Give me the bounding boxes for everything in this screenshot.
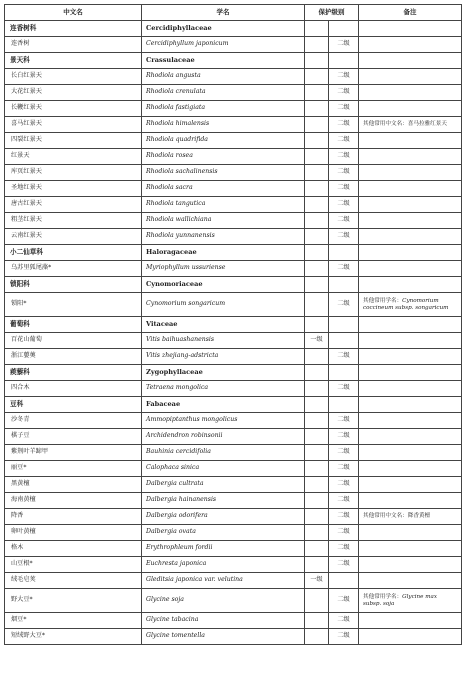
family-chinese-name: 景天科 <box>5 53 142 69</box>
remarks-cell <box>359 245 462 261</box>
species-chinese-name: 云南红景天 <box>5 229 142 245</box>
header-protection-level: 保护级别 <box>305 5 359 21</box>
protection-level-1 <box>305 245 329 261</box>
protection-level-1 <box>305 381 329 397</box>
family-row <box>5 21 462 37</box>
remarks-cell <box>359 85 462 101</box>
species-chinese-name: 长鞭红景天 <box>5 101 142 117</box>
species-row <box>5 181 462 197</box>
remarks-cell <box>359 213 462 229</box>
species-row <box>5 101 462 117</box>
protection-level-1 <box>305 149 329 165</box>
remarks-cell <box>359 293 462 317</box>
protection-level-1 <box>305 525 329 541</box>
species-row <box>5 589 462 613</box>
protection-level-1 <box>305 213 329 229</box>
protection-level-1 <box>305 181 329 197</box>
species-scientific-name: Erythrophleum fordii <box>142 541 305 557</box>
family-scientific-name: Fabaceae <box>142 397 305 413</box>
protection-level-1 <box>305 397 329 413</box>
species-scientific-name: Rhodiola rosea <box>142 149 305 165</box>
species-row <box>5 525 462 541</box>
species-row <box>5 229 462 245</box>
remarks-cell <box>359 381 462 397</box>
protection-level-2: 二级 <box>329 133 359 149</box>
header-scientific-name: 学名 <box>142 5 305 21</box>
species-row <box>5 461 462 477</box>
remarks-cell <box>359 613 462 629</box>
species-chinese-name: 棋子豆 <box>5 429 142 445</box>
family-row <box>5 365 462 381</box>
remarks-cell <box>359 557 462 573</box>
protection-level-1 <box>305 101 329 117</box>
protection-level-1 <box>305 541 329 557</box>
family-chinese-name: 蒺藜科 <box>5 365 142 381</box>
species-scientific-name: Rhodiola sachalinensis <box>142 165 305 181</box>
protection-level-1 <box>305 461 329 477</box>
species-chinese-name: 锁阳* <box>5 293 142 317</box>
species-row <box>5 573 462 589</box>
remarks-cell <box>359 101 462 117</box>
protection-level-2: 二级 <box>329 37 359 53</box>
species-scientific-name: Vitis zhejiang-adstricta <box>142 349 305 365</box>
species-row <box>5 333 462 349</box>
species-row <box>5 165 462 181</box>
protection-level-2 <box>329 365 359 381</box>
protection-level-1 <box>305 365 329 381</box>
remarks-cell <box>359 229 462 245</box>
species-row <box>5 133 462 149</box>
species-scientific-name: Dalbergia hainanensis <box>142 493 305 509</box>
remark-text: 其他常用中文名：降香黄檀 <box>363 513 431 520</box>
remarks-cell <box>359 181 462 197</box>
species-scientific-name: Rhodiola crenulata <box>142 85 305 101</box>
protection-level-1 <box>305 197 329 213</box>
remarks-cell <box>359 445 462 461</box>
species-scientific-name: Rhodiola sacra <box>142 181 305 197</box>
protection-level-2 <box>329 573 359 589</box>
header-remarks: 备注 <box>359 5 462 21</box>
protection-level-1 <box>305 317 329 333</box>
protection-level-2: 二级 <box>329 493 359 509</box>
species-scientific-name: Archidendron robinsonii <box>142 429 305 445</box>
protection-level-1 <box>305 509 329 525</box>
species-chinese-name: 丽豆* <box>5 461 142 477</box>
protection-level-1 <box>305 429 329 445</box>
remark-text: 其他常用学名： <box>363 594 403 601</box>
species-chinese-name: 唐古红景天 <box>5 197 142 213</box>
remark-latin-name: Cynomorium coccineum subsp. songaricum <box>363 298 449 311</box>
protection-level-2: 二级 <box>329 261 359 277</box>
species-chinese-name: 绒毛皂荚 <box>5 573 142 589</box>
species-scientific-name: Rhodiola yunnanensis <box>142 229 305 245</box>
protection-level-1 <box>305 85 329 101</box>
species-scientific-name: Glycine tabacina <box>142 613 305 629</box>
species-chinese-name: 圣地红景天 <box>5 181 142 197</box>
remarks-cell <box>359 69 462 85</box>
protection-level-1 <box>305 557 329 573</box>
species-row <box>5 149 462 165</box>
remark-text: 其他常用学名： <box>363 298 403 305</box>
remarks-cell <box>359 197 462 213</box>
protection-level-2: 二级 <box>329 349 359 365</box>
remarks-cell <box>359 21 462 37</box>
remarks-cell <box>359 541 462 557</box>
species-scientific-name: Rhodiola angusta <box>142 69 305 85</box>
species-scientific-name: Calophaca sinica <box>142 461 305 477</box>
protection-level-1 <box>305 477 329 493</box>
species-row <box>5 413 462 429</box>
family-scientific-name: Cercidiphyllaceae <box>142 21 305 37</box>
protection-level-2: 二级 <box>329 101 359 117</box>
family-row <box>5 317 462 333</box>
remarks-cell <box>359 589 462 613</box>
family-row <box>5 277 462 293</box>
family-chinese-name: 豆科 <box>5 397 142 413</box>
species-row <box>5 541 462 557</box>
species-scientific-name: Euchresta japonica <box>142 557 305 573</box>
species-scientific-name: Glycine tomentella <box>142 629 305 645</box>
protection-level-2: 二级 <box>329 85 359 101</box>
family-chinese-name: 连香树科 <box>5 21 142 37</box>
species-chinese-name: 格木 <box>5 541 142 557</box>
species-chinese-name: 长白红景天 <box>5 69 142 85</box>
species-chinese-name: 卵叶黄檀 <box>5 525 142 541</box>
remarks-cell <box>359 413 462 429</box>
family-scientific-name: Haloragaceae <box>142 245 305 261</box>
species-chinese-name: 野大豆* <box>5 589 142 613</box>
remarks-cell <box>359 261 462 277</box>
protection-level-2 <box>329 397 359 413</box>
species-row <box>5 85 462 101</box>
protection-level-2: 二级 <box>329 429 359 445</box>
species-scientific-name: Rhodiola wallichiana <box>142 213 305 229</box>
species-row <box>5 293 462 317</box>
remark-latin-name: Glycine max subsp. soja <box>363 594 437 607</box>
remarks-cell <box>359 461 462 477</box>
species-row <box>5 613 462 629</box>
species-row <box>5 197 462 213</box>
protection-level-2: 二级 <box>329 181 359 197</box>
species-scientific-name: Tetraena mongolica <box>142 381 305 397</box>
species-chinese-name: 沙冬青 <box>5 413 142 429</box>
protection-level-2 <box>329 333 359 349</box>
species-chinese-name: 喜马红景天 <box>5 117 142 133</box>
species-scientific-name: Gleditsia japonica var. velutina <box>142 573 305 589</box>
species-row <box>5 477 462 493</box>
remarks-cell <box>359 53 462 69</box>
protection-level-2: 二级 <box>329 165 359 181</box>
remarks-cell <box>359 333 462 349</box>
species-chinese-name: 库页红景天 <box>5 165 142 181</box>
protection-level-2 <box>329 317 359 333</box>
species-chinese-name: 山豆根* <box>5 557 142 573</box>
species-scientific-name: Rhodiola tangutica <box>142 197 305 213</box>
protection-level-1 <box>305 133 329 149</box>
remarks-cell <box>359 317 462 333</box>
protection-level-2 <box>329 245 359 261</box>
family-row <box>5 245 462 261</box>
protection-level-1 <box>305 53 329 69</box>
protection-level-2: 二级 <box>329 541 359 557</box>
protection-level-2: 二级 <box>329 445 359 461</box>
species-chinese-name: 红景天 <box>5 149 142 165</box>
remarks-cell <box>359 149 462 165</box>
protection-level-2: 二级 <box>329 477 359 493</box>
protection-level-1 <box>305 493 329 509</box>
species-chinese-name: 降香 <box>5 509 142 525</box>
protection-level-1: 一级 <box>305 333 329 349</box>
protection-level-1 <box>305 277 329 293</box>
remarks-cell <box>359 525 462 541</box>
protection-level-2: 二级 <box>329 69 359 85</box>
species-row <box>5 629 462 645</box>
protection-level-1 <box>305 589 329 613</box>
family-scientific-name: Cynomoriaceae <box>142 277 305 293</box>
remarks-cell <box>359 37 462 53</box>
remark-text: 其他常用中文名：喜马拉雅红景天 <box>363 121 447 128</box>
family-scientific-name: Zygophyllaceae <box>142 365 305 381</box>
family-row <box>5 397 462 413</box>
protection-level-2: 二级 <box>329 149 359 165</box>
species-scientific-name: Cynomorium songaricum <box>142 293 305 317</box>
remarks-cell <box>359 349 462 365</box>
species-chinese-name: 黑黄檀 <box>5 477 142 493</box>
table-body <box>5 21 462 645</box>
protection-level-2: 二级 <box>329 613 359 629</box>
protection-level-1 <box>305 69 329 85</box>
species-chinese-name: 连香树 <box>5 37 142 53</box>
protection-level-2: 二级 <box>329 213 359 229</box>
species-scientific-name: Dalbergia ovata <box>142 525 305 541</box>
species-scientific-name: Dalbergia cultrata <box>142 477 305 493</box>
species-chinese-name: 短绒野大豆* <box>5 629 142 645</box>
protection-level-1 <box>305 117 329 133</box>
protection-level-2: 二级 <box>329 525 359 541</box>
species-scientific-name: Rhodiola himalensis <box>142 117 305 133</box>
remarks-cell <box>359 629 462 645</box>
species-row <box>5 381 462 397</box>
remarks-cell <box>359 429 462 445</box>
remarks-cell <box>359 365 462 381</box>
family-scientific-name: Vitaceae <box>142 317 305 333</box>
species-chinese-name: 紫荆叶羊蹄甲 <box>5 445 142 461</box>
remarks-cell <box>359 509 462 525</box>
remarks-cell <box>359 397 462 413</box>
protection-level-2 <box>329 21 359 37</box>
species-row <box>5 37 462 53</box>
species-row <box>5 429 462 445</box>
protected-plants-table <box>4 4 462 645</box>
species-row <box>5 69 462 85</box>
species-chinese-name: 粗茎红景天 <box>5 213 142 229</box>
species-scientific-name: Ammopiptanthus mongolicus <box>142 413 305 429</box>
family-row <box>5 53 462 69</box>
protection-level-2: 二级 <box>329 197 359 213</box>
species-row <box>5 493 462 509</box>
protection-level-2 <box>329 53 359 69</box>
species-row <box>5 349 462 365</box>
species-chinese-name: 百花山葡萄 <box>5 333 142 349</box>
protection-level-1 <box>305 261 329 277</box>
species-chinese-name: 浙江蘡薁 <box>5 349 142 365</box>
protection-level-2: 二级 <box>329 589 359 613</box>
protection-level-2: 二级 <box>329 229 359 245</box>
protection-level-1 <box>305 413 329 429</box>
remarks-cell <box>359 493 462 509</box>
protection-level-1 <box>305 165 329 181</box>
species-row <box>5 213 462 229</box>
protection-level-1 <box>305 293 329 317</box>
species-chinese-name: 四合木 <box>5 381 142 397</box>
species-scientific-name: Rhodiola quadrifida <box>142 133 305 149</box>
species-scientific-name: Bauhinia cercidifolia <box>142 445 305 461</box>
header-chinese-name: 中文名 <box>5 5 142 21</box>
protection-level-1 <box>305 229 329 245</box>
protection-level-2: 二级 <box>329 629 359 645</box>
family-chinese-name: 锁阳科 <box>5 277 142 293</box>
protection-level-1: 一级 <box>305 573 329 589</box>
species-scientific-name: Rhodiola fastigiata <box>142 101 305 117</box>
protection-level-1 <box>305 629 329 645</box>
species-chinese-name: 四裂红景天 <box>5 133 142 149</box>
protection-level-1 <box>305 349 329 365</box>
species-scientific-name: Glycine soja <box>142 589 305 613</box>
remarks-cell <box>359 277 462 293</box>
species-scientific-name: Dalbergia odorifera <box>142 509 305 525</box>
remarks-cell <box>359 117 462 133</box>
remarks-cell <box>359 573 462 589</box>
species-chinese-name: 烟豆* <box>5 613 142 629</box>
family-chinese-name: 葡萄科 <box>5 317 142 333</box>
species-row <box>5 557 462 573</box>
protection-level-2: 二级 <box>329 381 359 397</box>
remarks-cell <box>359 133 462 149</box>
remarks-cell <box>359 165 462 181</box>
species-scientific-name: Cercidiphyllum japonicum <box>142 37 305 53</box>
protection-level-2: 二级 <box>329 461 359 477</box>
species-scientific-name: Vitis baihuashanensis <box>142 333 305 349</box>
table-header-row <box>5 5 462 21</box>
species-scientific-name: Myriophyllum ussuriense <box>142 261 305 277</box>
protection-level-1 <box>305 21 329 37</box>
protection-level-1 <box>305 613 329 629</box>
protection-level-1 <box>305 37 329 53</box>
species-chinese-name: 大花红景天 <box>5 85 142 101</box>
protection-level-2: 二级 <box>329 117 359 133</box>
species-row <box>5 261 462 277</box>
protection-level-2: 二级 <box>329 413 359 429</box>
protection-level-2: 二级 <box>329 557 359 573</box>
protection-level-2 <box>329 277 359 293</box>
remarks-cell <box>359 477 462 493</box>
protection-level-2: 二级 <box>329 293 359 317</box>
protection-level-1 <box>305 445 329 461</box>
species-chinese-name: 乌苏里狐尾藻* <box>5 261 142 277</box>
species-row <box>5 117 462 133</box>
family-chinese-name: 小二仙草科 <box>5 245 142 261</box>
protection-level-2: 二级 <box>329 509 359 525</box>
family-scientific-name: Crassulaceae <box>142 53 305 69</box>
species-row <box>5 509 462 525</box>
species-chinese-name: 海南黄檀 <box>5 493 142 509</box>
species-row <box>5 445 462 461</box>
